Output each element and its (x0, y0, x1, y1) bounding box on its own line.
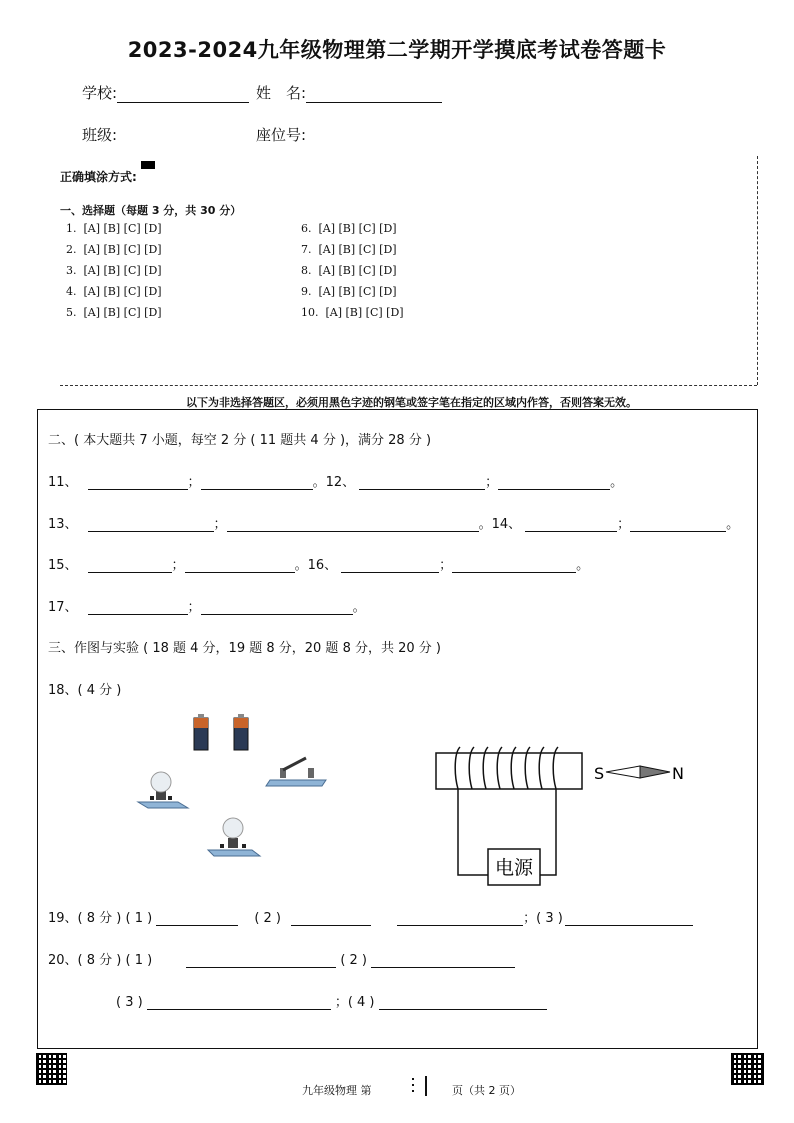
answer-blank[interactable] (156, 911, 238, 926)
footer-right: 页（共 2 页） (452, 1084, 521, 1097)
q17-label: 17、 (48, 600, 78, 615)
separator: ； (187, 600, 201, 615)
mc-right-column (301, 222, 404, 327)
notice-text: 以下为非选择答题区，必须用黑色字迹的钢笔或签字笔在指定的区域内作答，否则答案无效。 (186, 396, 637, 409)
row-q15-q16 (48, 554, 589, 573)
switch-icon (266, 758, 326, 786)
row-q11-q12 (48, 471, 623, 490)
choice-area-border-bottom (60, 385, 757, 386)
mc-item[interactable]: 2. [A] [B] [C] [D] (66, 243, 162, 256)
answer-blank[interactable] (88, 517, 214, 532)
name-field (256, 82, 442, 103)
name-input[interactable] (306, 86, 442, 103)
q13-label: 13、 (48, 517, 78, 532)
answer-blank[interactable] (88, 600, 188, 615)
battery-icon (234, 714, 248, 750)
q11-label: 11、 (48, 475, 78, 490)
mc-item[interactable]: 3. [A] [B] [C] [D] (66, 264, 162, 277)
compass-s-label: S (594, 764, 605, 783)
compass-needle-n (640, 766, 670, 778)
class-label: 班级: (82, 126, 118, 144)
row-q17 (48, 596, 366, 615)
answer-blank[interactable] (341, 558, 439, 573)
q15-label: 15、 (48, 558, 78, 573)
mc-item[interactable]: 5. [A] [B] [C] [D] (66, 306, 162, 319)
section2-heading: 二、( 本大题共 7 小题，每空 2 分 ( 11 题共 4 分 )，满分 28 分 ) (48, 433, 432, 448)
filled-mark-sample (141, 161, 155, 169)
separator: ； (617, 517, 631, 532)
mc-item[interactable]: 6. [A] [B] [C] [D] (301, 222, 397, 235)
row-q20-a (48, 949, 515, 968)
answer-blank[interactable] (371, 953, 515, 968)
answer-blank[interactable] (291, 911, 371, 926)
answer-blank[interactable] (630, 517, 726, 532)
fill-method-label: 正确填涂方式: (60, 170, 137, 184)
mc-item[interactable]: 7. [A] [B] [C] [D] (301, 243, 397, 256)
q20-label: 20、( 8 分 ) ( 1 ) (48, 953, 153, 968)
mc-item[interactable]: 10. [A] [B] [C] [D] (301, 306, 404, 319)
q19-label: 19、( 8 分 ) ( 1 ) (48, 911, 153, 926)
separator: ； (171, 558, 185, 573)
q20-part4: ；( 4 ) (334, 995, 375, 1010)
page-dots (412, 1078, 414, 1080)
bulb-on-base-icon (208, 818, 260, 856)
compass-needle-s (606, 766, 640, 778)
school-input[interactable] (117, 86, 249, 103)
q18-label: 18、( 4 分 ) (48, 683, 122, 698)
choice-area-border-right (757, 156, 758, 385)
compass-n-label: N (672, 764, 684, 783)
answer-blank[interactable] (186, 953, 336, 968)
answer-blank[interactable] (88, 558, 172, 573)
wire-left (458, 789, 488, 875)
section1-heading: 一、选择题（每题 3 分，共 30 分） (60, 204, 242, 217)
bulb-on-base-icon (138, 772, 188, 808)
barcode-left-icon (36, 1053, 67, 1085)
mc-item[interactable]: 8. [A] [B] [C] [D] (301, 264, 397, 277)
mc-item[interactable]: 9. [A] [B] [C] [D] (301, 285, 397, 298)
separator: ； (213, 517, 227, 532)
separator: 。 (576, 558, 590, 573)
q19-part2: ( 2 ) (254, 911, 281, 926)
answer-blank[interactable] (452, 558, 576, 573)
separator: 。 (610, 475, 624, 490)
separator: ； (439, 558, 453, 573)
iron-core (436, 753, 582, 789)
school-field (82, 82, 249, 103)
answer-blank[interactable] (359, 475, 485, 490)
row-q19 (48, 907, 693, 926)
mc-left-column (66, 222, 162, 327)
electromagnet-figure (430, 745, 700, 890)
answer-blank[interactable] (227, 517, 479, 532)
separator: 。 (352, 600, 366, 615)
q14-label: 。14、 (478, 517, 522, 532)
separator: ； (485, 475, 499, 490)
q16-label: 。16、 (294, 558, 338, 573)
wire-right (540, 789, 556, 875)
answer-blank[interactable] (147, 995, 331, 1010)
mc-item[interactable]: 1. [A] [B] [C] [D] (66, 222, 162, 235)
row-q20-b (116, 991, 547, 1010)
separator: ； (187, 475, 201, 490)
footer-left: 九年级物理 第 (302, 1084, 372, 1097)
answer-blank[interactable] (397, 911, 523, 926)
answer-blank[interactable] (201, 475, 313, 490)
q19-part3: ；( 3 ) (523, 911, 563, 926)
q20-part3: ( 3 ) (116, 995, 143, 1010)
mc-item[interactable]: 4. [A] [B] [C] [D] (66, 285, 162, 298)
answer-blank[interactable] (185, 558, 295, 573)
row-q13-q14 (48, 513, 739, 532)
section3-heading: 三、作图与实验 ( 18 题 4 分，19 题 8 分，20 题 8 分，共 20 分 ) (48, 641, 441, 656)
page-title: 2023-2024九年级物理第二学期开学摸底考试卷答题卡 (127, 38, 667, 62)
answer-blank[interactable] (379, 995, 547, 1010)
circuit-components-figure (130, 710, 340, 865)
barcode-right-icon (731, 1053, 764, 1085)
answer-blank[interactable] (565, 911, 693, 926)
answer-blank[interactable] (525, 517, 617, 532)
power-label: 电源 (494, 857, 534, 879)
answer-blank[interactable] (201, 600, 353, 615)
page-bar (425, 1076, 427, 1096)
q12-label: 。12、 (312, 475, 356, 490)
seat-label: 座位号: (256, 126, 307, 144)
answer-blank[interactable] (498, 475, 610, 490)
battery-icon (194, 714, 208, 750)
q20-part2: ( 2 ) (340, 953, 367, 968)
separator: 。 (726, 517, 740, 532)
name-label: 姓 名: (256, 84, 307, 102)
answer-blank[interactable] (88, 475, 188, 490)
school-label: 学校: (82, 84, 118, 102)
